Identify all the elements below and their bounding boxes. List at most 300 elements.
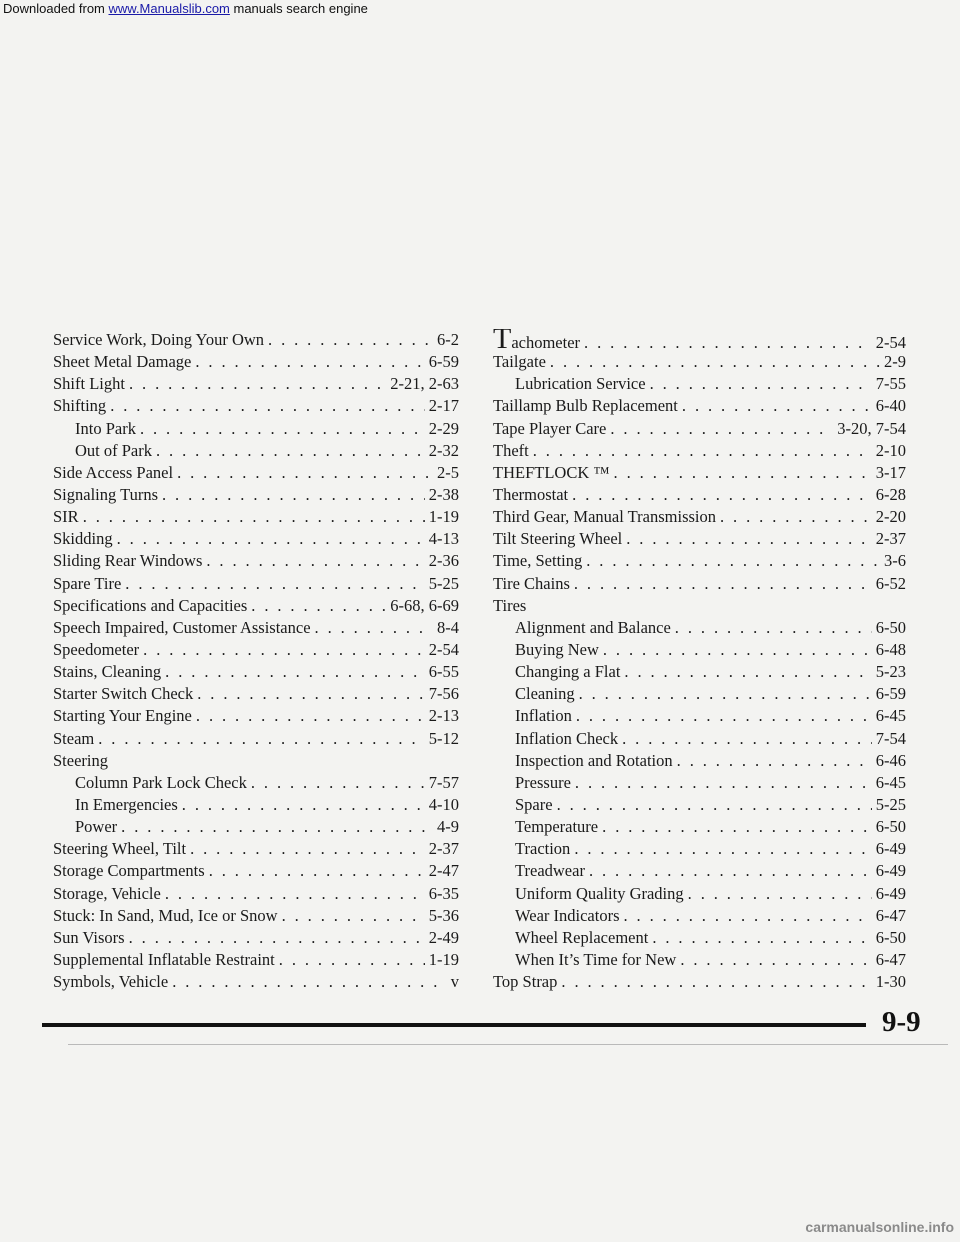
entry-label-text: Into Park xyxy=(75,418,136,438)
entry-label-text: In Emergencies xyxy=(75,794,178,814)
entry-label-text: Power xyxy=(75,817,118,837)
dot-leader xyxy=(140,418,425,440)
entry-label-text: Shift Light xyxy=(53,374,125,394)
entry-page: 3-20, 7-54 xyxy=(837,418,906,438)
index-entry xyxy=(53,683,459,705)
entry-label xyxy=(515,816,598,838)
entry-page: 3-6 xyxy=(884,551,906,571)
index-entry xyxy=(53,705,459,727)
dot-leader xyxy=(572,484,872,506)
dot-leader xyxy=(652,927,871,949)
index-subentry xyxy=(493,905,906,927)
dot-leader xyxy=(584,332,872,351)
entry-page: 5-36 xyxy=(428,905,459,925)
dot-leader xyxy=(622,728,872,750)
dot-leader xyxy=(182,794,425,816)
entry-label-text: Taillamp Bulb Replacement xyxy=(493,396,678,416)
dot-leader xyxy=(129,373,386,395)
entry-label-text: Wear Indicators xyxy=(515,905,620,925)
index-entry xyxy=(53,484,459,506)
entry-label-text: Lubrication Service xyxy=(515,374,646,394)
dot-leader xyxy=(156,440,425,462)
index-entry xyxy=(53,860,459,882)
entry-label xyxy=(53,860,205,882)
download-header xyxy=(0,0,960,20)
entry-label xyxy=(75,440,152,462)
dot-leader xyxy=(575,772,872,794)
entry-label xyxy=(53,484,158,506)
entry-page: 2-20 xyxy=(875,507,906,527)
index-entry xyxy=(53,949,459,971)
dot-leader xyxy=(196,705,425,727)
index-entry xyxy=(53,905,459,927)
index-subentry xyxy=(53,816,459,838)
entry-page: 5-12 xyxy=(428,728,459,748)
index-entry xyxy=(53,329,459,351)
entry-label-text: Alignment and Balance xyxy=(515,617,671,637)
entry-page: 1-19 xyxy=(428,949,459,969)
entry-page: 6-68, 6-69 xyxy=(390,595,459,615)
entry-label-text: Starting Your Engine xyxy=(53,706,192,726)
dot-leader xyxy=(121,816,433,838)
entry-page: 2-54 xyxy=(875,333,906,352)
entry-label-text: Steering Wheel, Tilt xyxy=(53,839,187,859)
dot-leader xyxy=(574,838,871,860)
entry-label-text: Inflation xyxy=(515,706,572,726)
page-number: 9-9 xyxy=(882,1006,921,1038)
entry-page: 2-36 xyxy=(428,551,459,571)
entry-label-text: Side Access Panel xyxy=(53,462,174,482)
index-subentry xyxy=(493,728,906,750)
index-entry xyxy=(53,661,459,683)
entry-label xyxy=(493,550,582,572)
index-entry xyxy=(493,550,906,572)
dot-leader xyxy=(610,418,833,440)
entry-page: 2-54 xyxy=(428,639,459,659)
entry-page: 8-4 xyxy=(437,617,459,637)
entry-label xyxy=(75,772,247,794)
index-subentry xyxy=(493,683,906,705)
index-subentry xyxy=(493,617,906,639)
entry-label xyxy=(493,418,606,440)
entry-page: 7-55 xyxy=(875,374,906,394)
dot-leader xyxy=(209,860,425,882)
entry-page: 4-13 xyxy=(428,529,459,549)
entry-label-text: Cleaning xyxy=(515,684,575,704)
entry-page: 2-38 xyxy=(428,484,459,504)
entry-label-text: Supplemental Inflatable Restraint xyxy=(53,949,275,969)
index-entry xyxy=(493,573,906,595)
entry-page: v xyxy=(450,972,459,992)
entry-label-text: Third Gear, Manual Transmission xyxy=(493,507,716,527)
entry-page: 2-5 xyxy=(437,462,459,482)
entry-label-text: Tilt Steering Wheel xyxy=(493,529,623,549)
dot-leader xyxy=(129,927,425,949)
dot-leader xyxy=(561,971,871,993)
index-entry xyxy=(53,528,459,550)
dot-leader xyxy=(172,971,447,993)
dot-leader xyxy=(677,750,872,772)
index-subentry xyxy=(493,860,906,882)
entry-label-text: Specifications and Capacities xyxy=(53,595,248,615)
index-entry xyxy=(53,395,459,417)
entry-label xyxy=(53,949,275,971)
entry-label xyxy=(53,528,113,550)
dot-leader xyxy=(98,728,425,750)
entry-label xyxy=(53,550,202,572)
entry-page: 2-21, 2-63 xyxy=(390,374,459,394)
entry-page: 6-50 xyxy=(875,617,906,637)
entry-label xyxy=(493,440,529,462)
entry-page: 6-49 xyxy=(875,839,906,859)
dot-leader xyxy=(143,639,425,661)
entry-label-text: Sun Visors xyxy=(53,927,125,947)
entry-label-text: Storage, Vehicle xyxy=(53,883,161,903)
entry-label-text: Out of Park xyxy=(75,440,152,460)
index-subentry xyxy=(53,440,459,462)
index-entry xyxy=(493,440,906,462)
dot-leader xyxy=(602,816,872,838)
entry-page: 6-46 xyxy=(875,750,906,770)
entry-label xyxy=(515,860,585,882)
footer-rule xyxy=(42,1023,866,1027)
entry-label xyxy=(515,772,571,794)
entry-label-text: Storage Compartments xyxy=(53,861,205,881)
entry-label xyxy=(53,927,125,949)
entry-label xyxy=(53,705,192,727)
entry-page: 3-17 xyxy=(875,462,906,482)
entry-label-text: Steam xyxy=(53,728,95,748)
entry-page: 6-52 xyxy=(875,573,906,593)
entry-label xyxy=(53,395,106,417)
entry-page: 7-57 xyxy=(428,772,459,792)
entry-page: 6-49 xyxy=(875,883,906,903)
entry-label-text: Inspection and Rotation xyxy=(515,750,673,770)
index-entry xyxy=(53,462,459,484)
entry-label xyxy=(515,705,572,727)
entry-label xyxy=(53,905,278,927)
entry-label-text: Spare Tire xyxy=(53,573,122,593)
watermark: carmanualsonline.info xyxy=(805,1219,954,1235)
entry-label xyxy=(53,639,139,661)
index-column-left xyxy=(53,329,459,993)
dot-leader xyxy=(675,617,872,639)
entry-label xyxy=(53,683,193,705)
dot-leader xyxy=(83,506,425,528)
entry-page: 7-54 xyxy=(875,728,906,748)
dot-leader xyxy=(557,794,872,816)
index-subentry xyxy=(493,750,906,772)
dot-leader xyxy=(125,573,424,595)
entry-label-text: Changing a Flat xyxy=(515,662,621,682)
entry-label xyxy=(493,462,610,484)
entry-label-text: Uniform Quality Grading xyxy=(515,883,684,903)
entry-page: 1-30 xyxy=(875,972,906,992)
entry-label xyxy=(53,971,168,993)
dot-leader xyxy=(576,705,872,727)
dot-leader xyxy=(195,351,424,373)
dot-leader xyxy=(626,528,872,550)
index-column-right xyxy=(493,329,906,993)
index-entry xyxy=(493,418,906,440)
entry-page: 6-40 xyxy=(875,396,906,416)
index-subentry xyxy=(53,794,459,816)
entry-label-text: Top Strap xyxy=(493,972,558,992)
index-subentry xyxy=(493,838,906,860)
entry-label xyxy=(515,838,570,860)
index-subentry xyxy=(493,639,906,661)
entry-page: 4-10 xyxy=(428,794,459,814)
entry-page: 6-2 xyxy=(437,330,459,349)
entry-page: 1-19 xyxy=(428,507,459,527)
index-subentry xyxy=(493,949,906,971)
index-heading: Steering xyxy=(53,750,108,770)
dot-leader xyxy=(251,772,425,794)
dot-leader xyxy=(586,550,880,572)
entry-page: 6-28 xyxy=(875,484,906,504)
entry-label xyxy=(515,617,671,639)
entry-label-text: Tape Player Care xyxy=(493,418,607,438)
entry-label xyxy=(515,905,620,927)
dot-leader xyxy=(206,550,424,572)
entry-page: 2-13 xyxy=(428,706,459,726)
index-subentry xyxy=(493,661,906,683)
entry-label xyxy=(515,883,684,905)
index-entry xyxy=(53,550,459,572)
dot-leader xyxy=(279,949,425,971)
entry-label xyxy=(53,373,125,395)
dot-leader xyxy=(315,617,433,639)
entry-page: 6-47 xyxy=(875,949,906,969)
entry-label-text: Traction xyxy=(515,839,571,859)
dot-leader xyxy=(614,462,872,484)
index-entry xyxy=(53,971,459,993)
index-entry xyxy=(493,462,906,484)
entry-page: 2-47 xyxy=(428,861,459,881)
entry-label xyxy=(515,683,575,705)
index-subentry xyxy=(493,927,906,949)
entry-page: 6-50 xyxy=(875,817,906,837)
entry-page: 6-50 xyxy=(875,927,906,947)
entry-page: 5-25 xyxy=(875,794,906,814)
footer-thin-rule xyxy=(68,1044,948,1045)
entry-label xyxy=(53,617,311,639)
entry-page: 2-32 xyxy=(428,440,459,460)
entry-label-text: Speech Impaired, Customer Assistance xyxy=(53,617,311,637)
entry-label-text: Theft xyxy=(493,440,529,460)
entry-label-text: Thermostat xyxy=(493,484,569,504)
index-entry xyxy=(53,728,459,750)
header-prefix: Downloaded from xyxy=(3,1,109,16)
entry-label xyxy=(493,971,557,993)
index-entry xyxy=(493,351,906,373)
entry-label-text: Treadwear xyxy=(515,861,585,881)
entry-label xyxy=(515,949,676,971)
header-suffix: manuals search engine xyxy=(229,1,368,16)
index-heading: Tires xyxy=(493,595,527,615)
entry-page: 6-45 xyxy=(875,772,906,792)
index-entry xyxy=(53,838,459,860)
entry-label xyxy=(53,595,247,617)
index-subentry xyxy=(53,772,459,794)
entry-label-text: Sheet Metal Damage xyxy=(53,352,192,372)
index-entry xyxy=(493,395,906,417)
entry-page: 2-37 xyxy=(428,839,459,859)
entry-label xyxy=(493,329,580,351)
entry-label-text: Tire Chains xyxy=(493,573,570,593)
entry-label-text: Pressure xyxy=(515,772,571,792)
entry-label xyxy=(53,838,186,860)
index-subentry xyxy=(493,705,906,727)
index-entry xyxy=(493,484,906,506)
dot-leader xyxy=(165,883,425,905)
index-subentry xyxy=(493,772,906,794)
entry-page: 2-9 xyxy=(884,352,906,372)
entry-label xyxy=(53,728,94,750)
dot-leader xyxy=(574,573,872,595)
dot-leader xyxy=(624,661,871,683)
index-subentry xyxy=(493,816,906,838)
entry-label xyxy=(53,351,191,373)
index-entry xyxy=(53,639,459,661)
dot-leader xyxy=(162,484,425,506)
entry-label xyxy=(515,639,599,661)
entry-label xyxy=(515,661,620,683)
entry-page: 2-17 xyxy=(428,396,459,416)
entry-label-text: Skidding xyxy=(53,529,113,549)
entry-label-text: Inflation Check xyxy=(515,728,619,748)
index-entry xyxy=(53,373,459,395)
entry-label xyxy=(493,484,568,506)
entry-label-text: Buying New xyxy=(515,639,599,659)
entry-label xyxy=(493,573,570,595)
entry-label xyxy=(53,506,79,528)
entry-label xyxy=(75,794,178,816)
entry-label-text: Stuck: In Sand, Mud, Ice or Snow xyxy=(53,905,278,925)
dot-leader xyxy=(682,395,872,417)
entry-label-text: Symbols, Vehicle xyxy=(53,972,169,992)
entry-label-text: Speedometer xyxy=(53,639,140,659)
entry-label-text: Signaling Turns xyxy=(53,484,158,504)
index-entry xyxy=(493,528,906,550)
manualslib-link[interactable]: www.Manualslib.com xyxy=(108,1,230,16)
dot-leader xyxy=(624,905,872,927)
entry-page: 6-55 xyxy=(428,662,459,682)
entry-label-text: Time, Setting xyxy=(493,551,583,571)
dot-leader xyxy=(251,595,386,617)
entry-label-text: Column Park Lock Check xyxy=(75,772,247,792)
dot-leader xyxy=(110,395,425,417)
entry-label-text: Stains, Cleaning xyxy=(53,662,162,682)
index-entry xyxy=(53,927,459,949)
entry-label xyxy=(515,728,618,750)
dot-leader xyxy=(177,462,433,484)
entry-label xyxy=(515,373,646,395)
entry-label-text: SIR xyxy=(53,507,79,527)
index-entry xyxy=(53,883,459,905)
entry-page: 5-25 xyxy=(428,573,459,593)
index-entry xyxy=(493,329,906,351)
entry-label xyxy=(53,661,161,683)
index-entry xyxy=(493,971,906,993)
dot-leader xyxy=(165,661,425,683)
entry-label xyxy=(493,528,622,550)
entry-label-text: Tailgate xyxy=(493,352,546,372)
entry-page: 4-9 xyxy=(437,817,459,837)
entry-page: 6-59 xyxy=(428,352,459,372)
dot-leader xyxy=(117,528,425,550)
dot-leader xyxy=(589,860,872,882)
index-entry xyxy=(493,506,906,528)
index-subentry xyxy=(53,418,459,440)
dot-leader xyxy=(603,639,872,661)
entry-label xyxy=(493,506,716,528)
entry-page: 2-49 xyxy=(428,927,459,947)
dot-leader xyxy=(688,883,872,905)
entry-label xyxy=(493,395,678,417)
dot-leader xyxy=(282,905,425,927)
index-subentry xyxy=(493,794,906,816)
index-entry xyxy=(53,573,459,595)
entry-label-text: When It’s Time for New xyxy=(515,949,677,969)
entry-label-text: Sliding Rear Windows xyxy=(53,551,203,571)
entry-label-text: Temperature xyxy=(515,817,599,837)
index-entry xyxy=(53,506,459,528)
entry-page: 2-10 xyxy=(875,440,906,460)
entry-label-text: Spare xyxy=(515,794,553,814)
entry-label xyxy=(53,883,161,905)
entry-label xyxy=(53,329,264,351)
dot-leader xyxy=(268,329,433,351)
dot-leader xyxy=(533,440,872,462)
entry-label xyxy=(493,351,546,373)
entry-page: 6-45 xyxy=(875,706,906,726)
entry-label-text: Shifting xyxy=(53,396,107,416)
dot-leader xyxy=(650,373,872,395)
index-entry xyxy=(53,351,459,373)
entry-label-text: Service Work, Doing Your Own xyxy=(53,330,265,349)
dot-leader xyxy=(720,506,872,528)
entry-page: 6-59 xyxy=(875,684,906,704)
entry-label xyxy=(75,816,117,838)
entry-label xyxy=(515,750,673,772)
entry-initial: T xyxy=(493,329,512,352)
entry-label-text: achometer xyxy=(511,333,581,352)
entry-label xyxy=(75,418,136,440)
index-entry xyxy=(53,595,459,617)
index-subentry xyxy=(493,373,906,395)
entry-page: 6-49 xyxy=(875,861,906,881)
dot-leader xyxy=(190,838,425,860)
entry-label xyxy=(53,573,121,595)
entry-page: 6-35 xyxy=(428,883,459,903)
dot-leader xyxy=(579,683,872,705)
entry-page: 5-23 xyxy=(875,662,906,682)
index-entry xyxy=(53,617,459,639)
entry-page: 2-37 xyxy=(875,529,906,549)
dot-leader xyxy=(680,949,871,971)
entry-page: 6-48 xyxy=(875,639,906,659)
entry-label xyxy=(515,794,553,816)
entry-page: 7-56 xyxy=(428,684,459,704)
index-subentry xyxy=(493,883,906,905)
entry-label-text: Starter Switch Check xyxy=(53,684,194,704)
entry-label xyxy=(515,927,648,949)
dot-leader xyxy=(197,683,425,705)
dot-leader xyxy=(550,351,880,373)
entry-page: 2-29 xyxy=(428,418,459,438)
entry-label-text: Wheel Replacement xyxy=(515,927,649,947)
